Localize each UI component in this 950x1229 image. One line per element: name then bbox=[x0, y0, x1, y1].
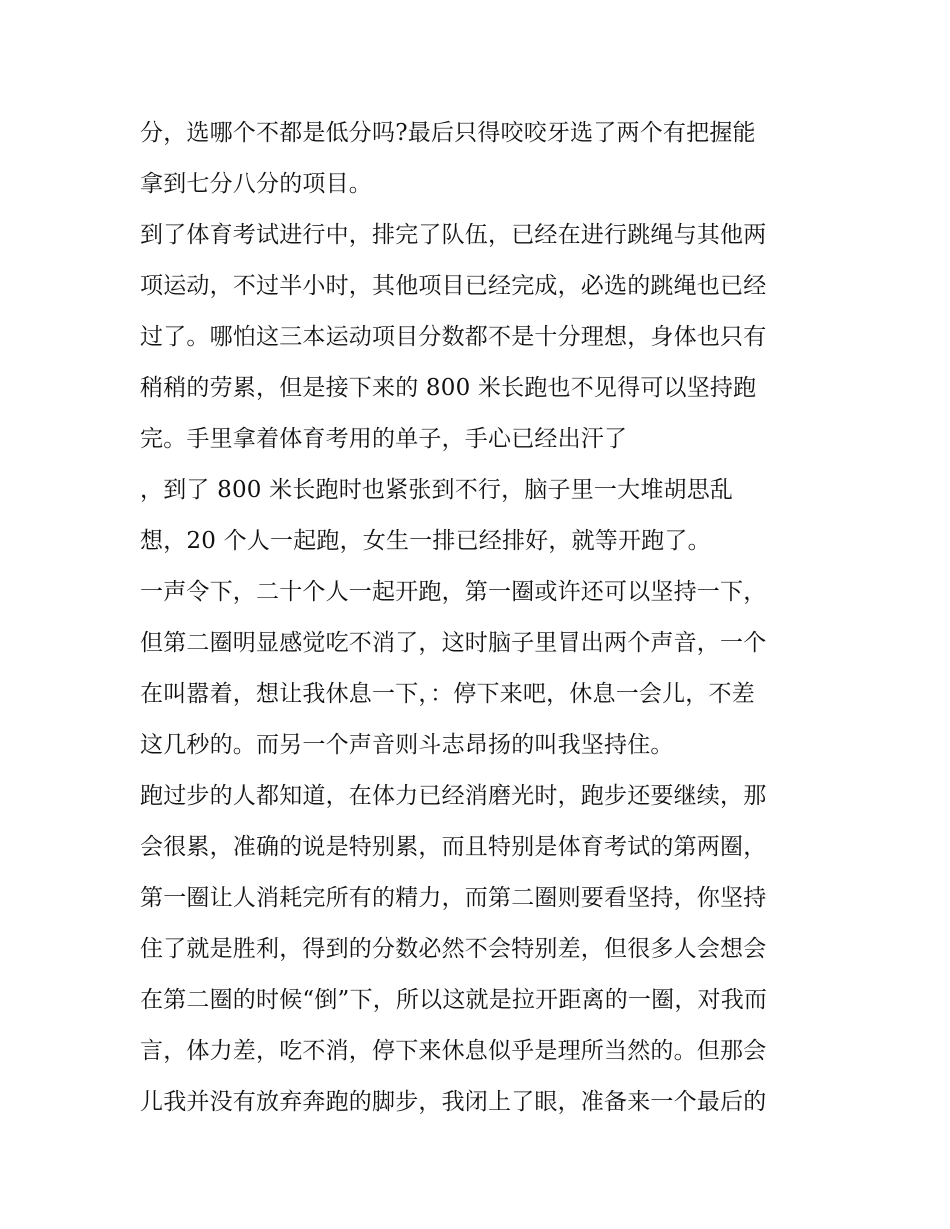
text-line: 项运动，不过半小时，其他项目已经完成，必选的跳绳也已经 bbox=[140, 273, 767, 299]
text-line: 想，20 个人一起跑，女生一排已经排好，就等开跑了。 bbox=[140, 528, 711, 554]
text-line: 拿到七分八分的项目。 bbox=[140, 171, 372, 197]
text-line: 在第二圈的时候“倒”下，所以这就是拉开距离的一圈，对我而 bbox=[140, 987, 768, 1013]
text-line: 会很累，准确的说是特别累，而且特别是体育考试的第两圈， bbox=[140, 834, 767, 860]
text-line: 住了就是胜利，得到的分数必然不会特别差，但很多人会想会 bbox=[140, 936, 767, 962]
text-line: 言，体力差，吃不消，停下来休息似乎是理所当然的。但那会 bbox=[140, 1038, 767, 1064]
text-line: 第一圈让人消耗完所有的精力，而第二圈则要看坚持，你坚持 bbox=[140, 885, 767, 911]
text-line: 这几秒的。而另一个声音则斗志昂扬的叫我坚持住。 bbox=[140, 732, 674, 758]
essay-body bbox=[140, 108, 830, 1128]
text-line: 一声令下，二十个人一起开跑，第一圈或许还可以坚持一下， bbox=[140, 579, 767, 605]
text-line: 在叫嚣着，想让我休息一下，：停下来吧，休息一会儿，不差 bbox=[140, 681, 755, 707]
text-line: 稍稍的劳累，但是接下来的 800 米长跑也不见得可以坚持跑 bbox=[140, 375, 757, 401]
text-line: 跑过步的人都知道，在体力已经消磨光时，跑步还要继续，那 bbox=[140, 783, 767, 809]
text-line: ，到了 800 米长跑时也紧张到不行，脑子里一大堆胡思乱 bbox=[140, 477, 734, 503]
text-line: 完。手里拿着体育考用的单子，手心已经出汗了 bbox=[140, 426, 628, 452]
text-line: 到了体育考试进行中，排完了队伍，已经在进行跳绳与其他两 bbox=[140, 222, 767, 248]
text-line: 儿我并没有放弃奔跑的脚步，我闭上了眼，准备来一个最后的 bbox=[140, 1089, 767, 1115]
text-line: 但第二圈明显感觉吃不消了，这时脑子里冒出两个声音，一个 bbox=[140, 630, 767, 656]
text-line: 分，选哪个不都是低分吗?最后只得咬咬牙选了两个有把握能 bbox=[140, 120, 756, 146]
text-line: 过了。哪怕这三本运动项目分数都不是十分理想，身体也只有 bbox=[140, 324, 767, 350]
